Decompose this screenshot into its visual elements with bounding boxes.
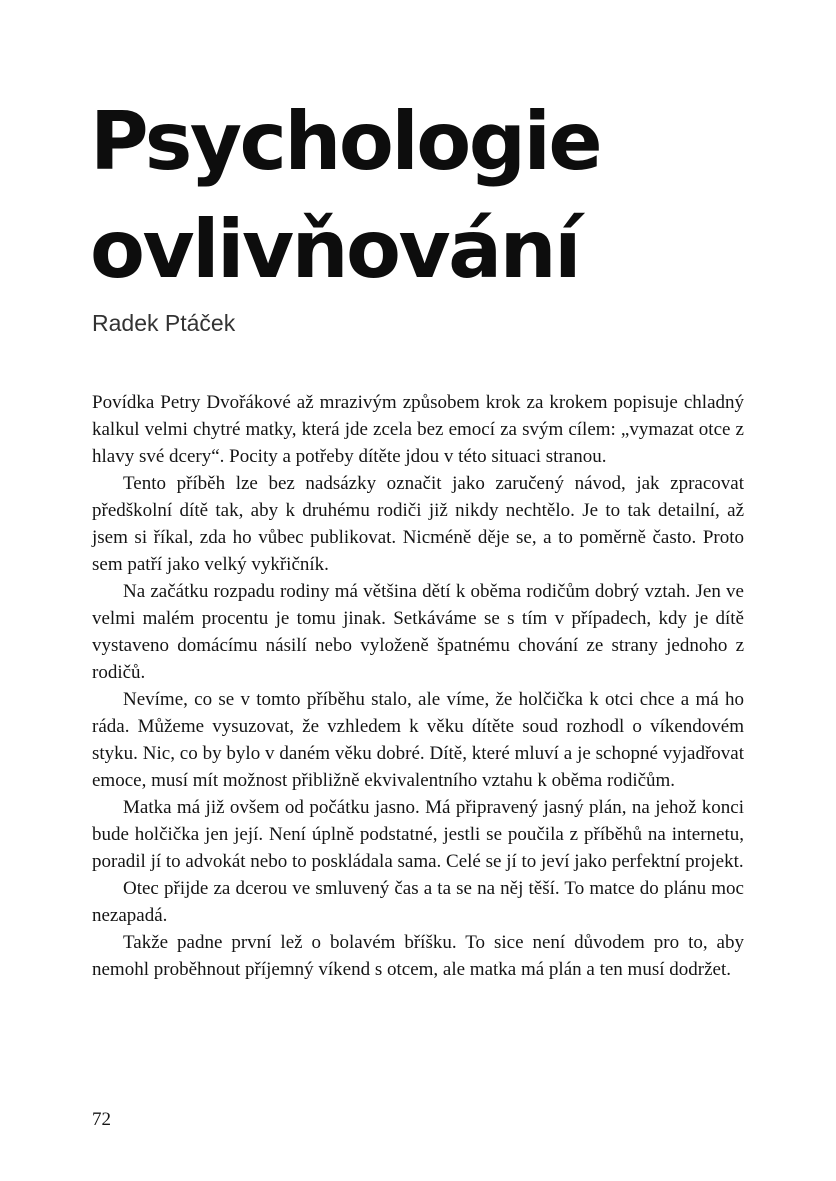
body-text xyxy=(92,389,744,983)
author-name: Radek Ptáček xyxy=(92,310,236,336)
paragraph: Nevíme, co se v tomto příběhu stalo, ale víme, že holčička k otci chce a má ho ráda. Můžeme vysuzovat, že vzhledem k věku dítěte soud rozhodl o víkendovém styku. Nic, co by bylo v daném věku dobré. Dítě, které mluví a je schopné vyjadřovat emoce, musí mít možnost přibližně ekvivalentního vztahu k oběma rodičům. xyxy=(92,689,744,791)
paragraph: Tento příběh lze bez nadsázky označit jako zaručený návod, jak zpracovat předškolní dítě tak, aby k druhému rodiči již nikdy nechtělo. Je to tak detailní, až jsem si říkal, zda ho vůbec publikovat. Nicméně děje se, a to poměrně často. Proto sem patří jako velký vykřičník. xyxy=(92,473,744,575)
page-number: 72 xyxy=(92,1109,111,1130)
chapter-title xyxy=(90,88,790,304)
paragraph: Otec přijde za dcerou ve smluvený čas a ta se na něj těší. To matce do plánu moc nezapadá. xyxy=(92,878,744,926)
paragraph: Na začátku rozpadu rodiny má většina dětí k oběma rodičům dobrý vztah. Jen ve velmi malém procentu je tomu jinak. Setkáváme se s tím v případech, kdy je dítě vystaveno domácímu násilí nebo vyloženě špatnému chování ze strany jednoho z rodičů. xyxy=(92,581,744,683)
chapter-title-line-2: ovlivňování xyxy=(90,203,580,296)
chapter-title-line-1: Psychologie xyxy=(90,95,601,188)
paragraph: Takže padne první lež o bolavém bříšku. To sice není důvodem pro to, aby nemohl proběhnout příjemný víkend s otcem, ale matka má plán a ten musí dodržet. xyxy=(92,932,744,980)
paragraph: Povídka Petry Dvořákové až mrazivým způsobem krok za krokem popisuje chladný kalkul velmi chytré matky, která jde zcela bez emocí za svým cílem: „vymazat otce z hlavy své dcery“. Pocity a potřeby dítěte jdou v této situaci stranou. xyxy=(92,392,744,467)
paragraph: Matka má již ovšem od počátku jasno. Má připravený jasný plán, na jehož konci bude holčička jen její. Není úplně podstatné, jestli se poučila z příběhů na internetu, poradil jí to advokát nebo to poskládala sama. Celé se jí to jeví jako perfektní projekt. xyxy=(92,797,744,872)
